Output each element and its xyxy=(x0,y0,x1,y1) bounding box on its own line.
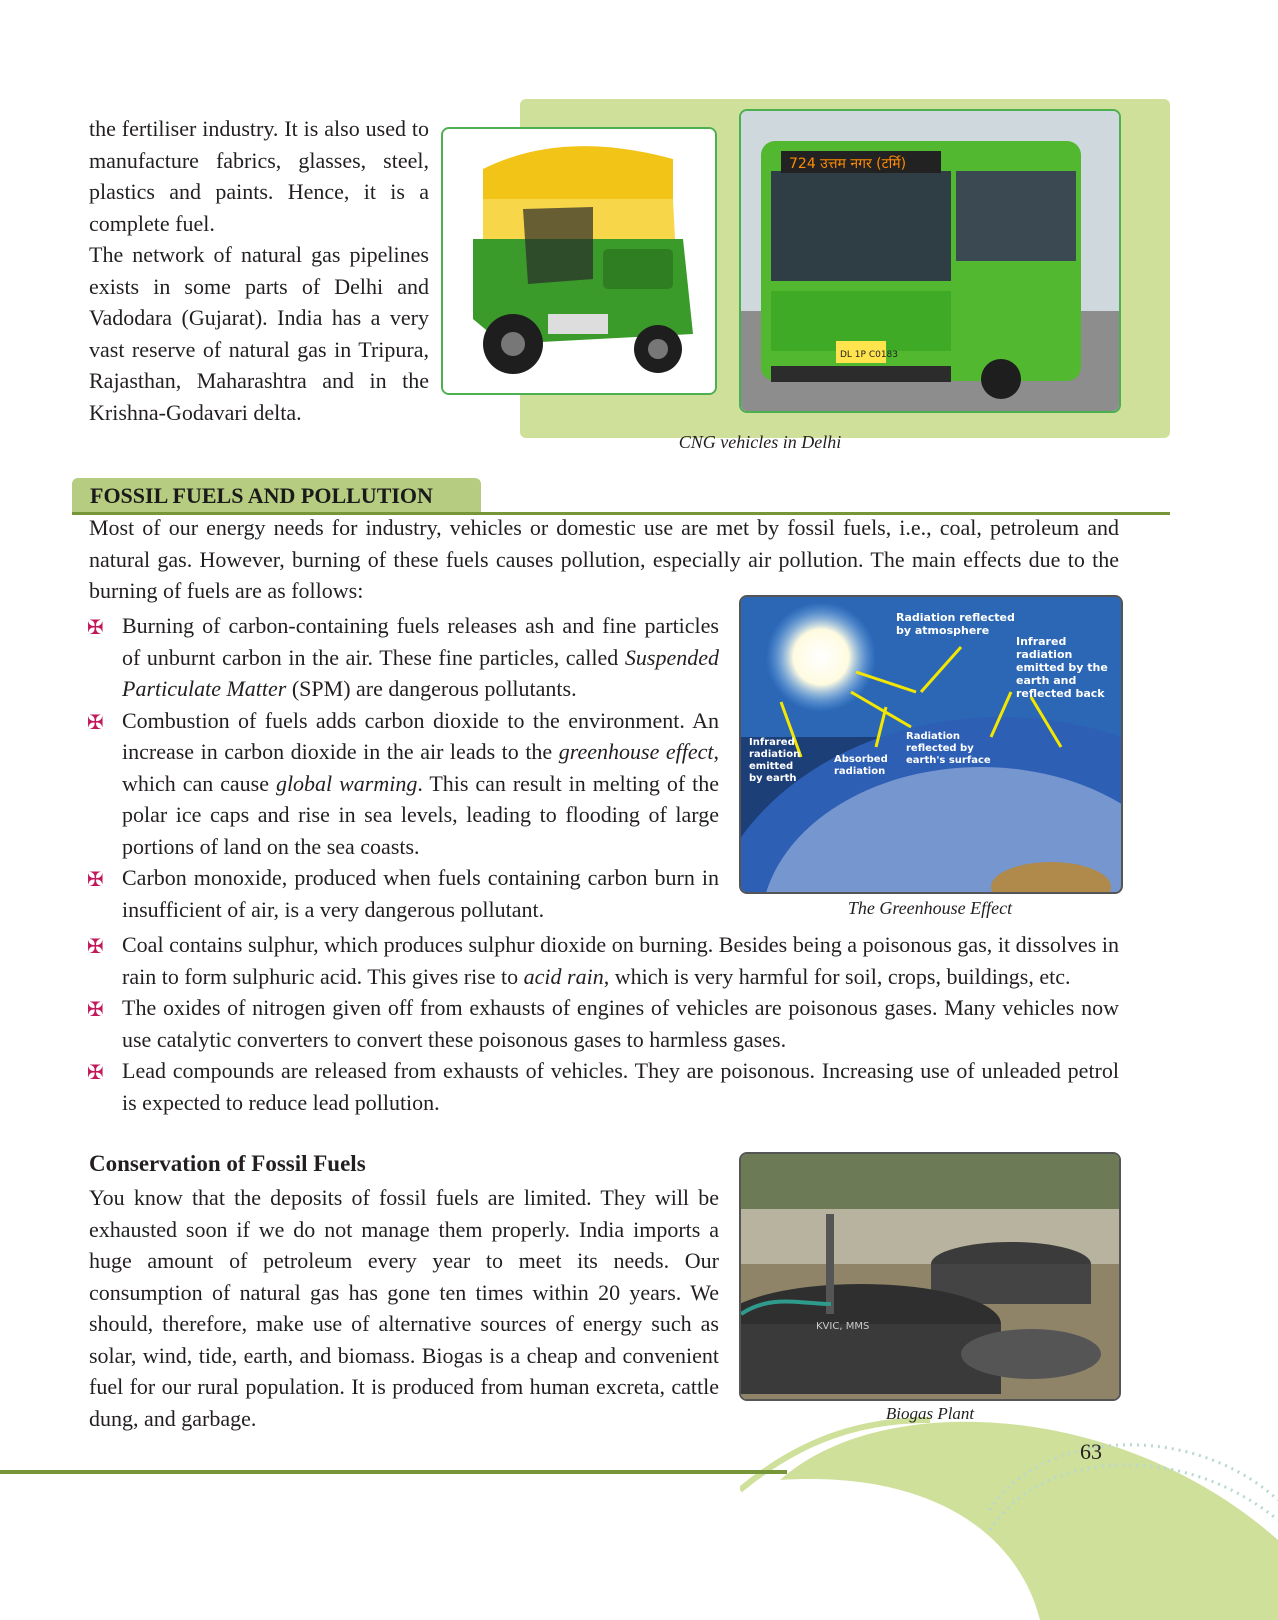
greenhouse-photo xyxy=(739,595,1123,894)
footer-rule xyxy=(0,1470,787,1474)
cng-bus-photo xyxy=(739,109,1121,413)
label-absorbed: Absorbed radiation xyxy=(834,754,888,777)
bullet-co2-b: , which can cause xyxy=(122,739,719,796)
pollution-bullets-bottom xyxy=(87,929,1119,1118)
biogas-tank-label: KVIC, MMS xyxy=(816,1321,870,1332)
auto-rickshaw-photo xyxy=(441,127,717,395)
biogas-caption: Biogas Plant xyxy=(885,1404,975,1423)
bullet-lead xyxy=(87,1055,1119,1118)
bullet-sulphur-em: acid rain xyxy=(523,963,604,989)
bullet-co2-a: Combustion of fuels adds carbon dioxide to the environment. An increase in carbon dioxide in the air leads to the xyxy=(122,707,719,764)
bullet-spm-a: Burning of carbon-containing fuels releases ash and fine particles of unburnt carbon in the air. These fine particles, called xyxy=(122,613,719,670)
intro-paragraph-1: the fertiliser industry. It is also used to manufacture fabrics, glasses, steel, plastics and paints. Hence, it is a complete fuel. xyxy=(89,116,429,236)
bullet-icon: ✠ xyxy=(87,1060,104,1084)
intro-paragraph-2: The network of natural gas pipelines exists in some parts of Delhi and Vadodara (Gujarat). India has a very vast reserve of natural gas in Tripura, Rajasthan, Maharashtra and in the Krishna-Godavari delta. xyxy=(89,242,429,425)
label-infrared-emitted: Infrared radiation emitted by earth xyxy=(749,737,801,784)
bullet-icon: ✠ xyxy=(87,997,104,1021)
section-intro: Most of our energy needs for industry, vehicles or domestic use are met by fossil fuels, i.e., coal, petroleum and natural gas. However, burning of these fuels causes pollution, especially air pollution. The main effects due to the burning of fuels are as follows: xyxy=(89,515,1119,603)
bullet-nitrogen-text: The oxides of nitrogen given off from exhausts of engines of vehicles are poisonous gases. Many vehicles now use catalytic converters to convert these poisonous gases to harmless gases. xyxy=(122,995,1119,1052)
bullet-co xyxy=(87,862,719,925)
page-number: 63 xyxy=(1080,1439,1102,1464)
bullet-co2 xyxy=(87,705,719,863)
biogas-image xyxy=(741,1154,1119,1399)
intro-column xyxy=(89,113,429,428)
bullet-co2-em1: greenhouse effect xyxy=(558,739,714,764)
label-reflected-surface: Radiation reflected by earth's surface xyxy=(906,731,991,766)
cng-bus-image xyxy=(741,111,1119,411)
auto-rickshaw-image xyxy=(443,129,715,393)
bullet-icon: ✠ xyxy=(87,867,104,891)
bullet-icon: ✠ xyxy=(87,934,104,958)
bullet-co2-c: . This can result in melting of the polar ice caps and rise in sea levels, leading to flooding of large portions of land on the sea coasts. xyxy=(122,770,719,859)
bullet-sulphur xyxy=(87,929,1119,992)
bullet-spm-b: (SPM) are dangerous pollutants. xyxy=(286,676,577,701)
label-reflected-atmosphere: Radiation reflected by atmosphere xyxy=(896,611,1015,637)
conservation-heading: Conservation of Fossil Fuels xyxy=(89,1151,366,1176)
bullet-icon: ✠ xyxy=(87,709,104,734)
cng-caption: CNG vehicles in Delhi xyxy=(678,432,842,452)
bullet-spm-em: Suspended Particulate Matter xyxy=(122,644,719,701)
bullet-sulphur-b: , which is very harmful for soil, crops, buildings, etc. xyxy=(603,963,1071,989)
bus-route-sign: 724 उत्तम नगर (टर्मि) xyxy=(789,156,907,172)
pollution-bullets-top xyxy=(87,610,719,925)
bullet-icon: ✠ xyxy=(87,615,104,639)
bullet-sulphur-a: Coal contains sulphur, which produces sulphur dioxide on burning. Besides being a poisonous gas, it dissolves in rain to form sulphuric acid. This gives rise to xyxy=(122,932,1119,989)
section-heading: FOSSIL FUELS AND POLLUTION xyxy=(72,478,481,514)
bullet-co-text: Carbon monoxide, produced when fuels containing carbon burn in insufficient of air, is a very dangerous pollutant. xyxy=(122,865,719,922)
biogas-photo xyxy=(739,1152,1121,1401)
conservation-text: You know that the deposits of fossil fuels are limited. They will be exhausted soon if we do not manage them properly. India imports a huge amount of petroleum every year to meet its needs. Our consumption of natural gas has gone ten times within 20 years. We should, therefore, make use of alternative sources of energy such as solar, wind, tide, earth, and biomass. Biogas is a cheap and convenient fuel for our rural population. It is produced from human excreta, cattle dung, and garbage. xyxy=(89,1185,719,1431)
bullet-co2-em2: global warming xyxy=(275,770,418,796)
greenhouse-caption: The Greenhouse Effect xyxy=(847,898,1013,918)
bullet-spm xyxy=(87,610,719,705)
bullet-nitrogen xyxy=(87,992,1119,1055)
label-infrared-reflected: Infrared radiation emitted by the earth and reflected back xyxy=(1016,635,1108,700)
bus-number-plate: DL 1P C0183 xyxy=(840,350,899,360)
bullet-lead-text: Lead compounds are released from exhausts of vehicles. They are poisonous. Increasing use of unleaded petrol is expected to reduce lead pollution. xyxy=(122,1058,1119,1115)
